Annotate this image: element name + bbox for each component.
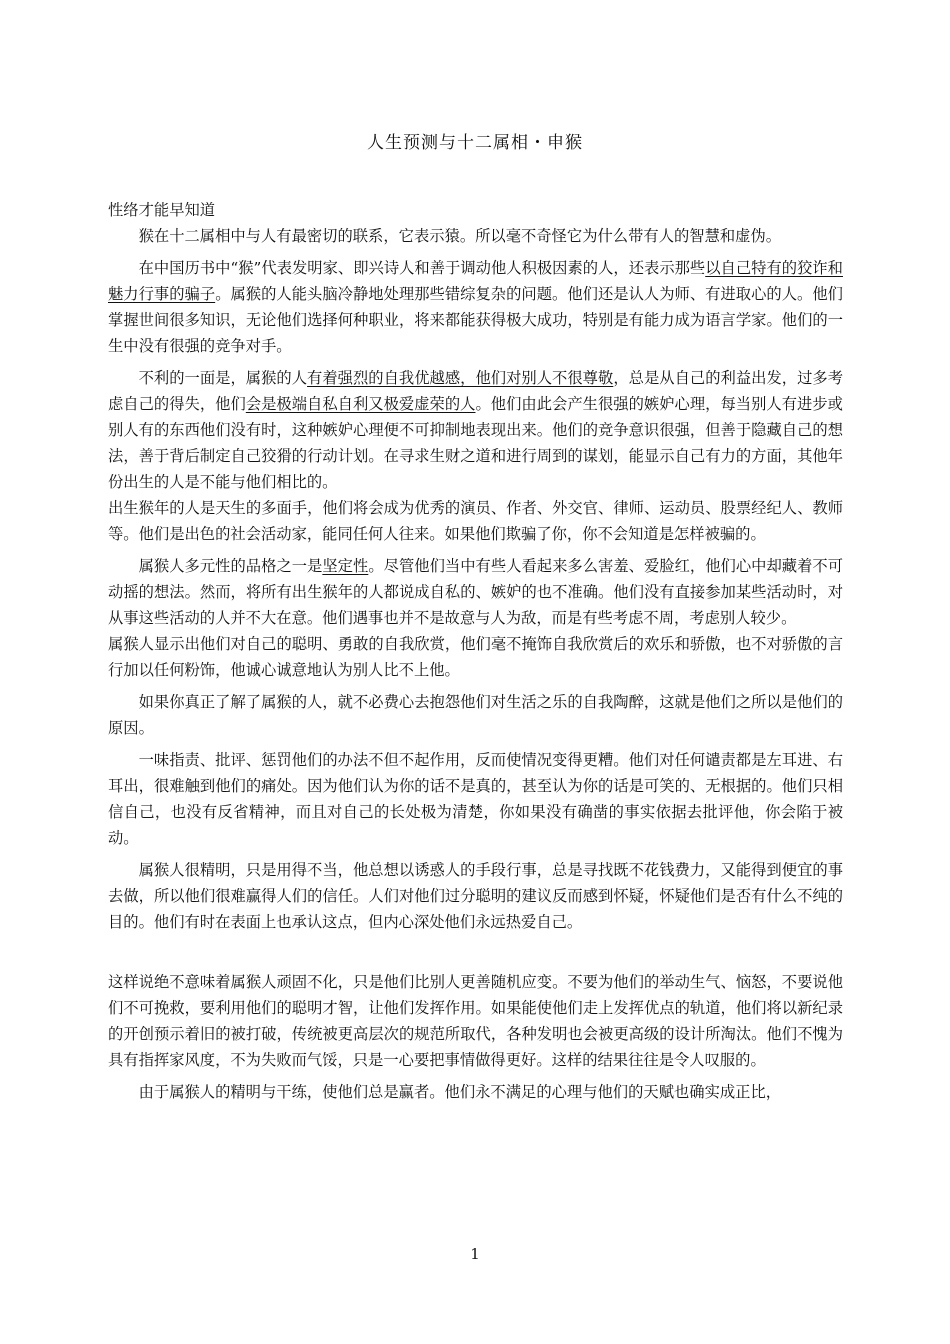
underlined-phrase: 会是极端自私自利又极爱虚荣的人 bbox=[245, 395, 476, 413]
subheading: 性络才能早知道 bbox=[108, 201, 216, 219]
paragraph-3-text: 。他们由此会产生很强的嫉妒心理，每当别人有进步或别人有的东西他们没有时，这种嫉妒心理便不可抑制地表现出来。他们的竞争意识很强，但善于隐藏自己的想法，善于背后制定自己狡猾的行动计划。在寻求生财之道和进行周到的谋划，能显示自己有力的方面，其他年份出生的人是不能与他们相比的。 bbox=[108, 395, 843, 491]
paragraph-7: 如果你真正了解了属猴的人，就不必费心去抱怨他们对生活之乐的自我陶醉，这就是他们之所以是他们的原因。 bbox=[108, 693, 843, 737]
underlined-phrase: 坚定性 bbox=[322, 557, 369, 575]
paragraph-3-text: 不利的一面是，属猴的人 bbox=[138, 369, 308, 387]
paragraph-5 bbox=[108, 553, 843, 631]
paragraph-5-text: 。尽管他们当中有些人看起来多么害羞、爱脸红，他们心中却藏着不可动摇的想法。然而，将所有出生猴年的人都说成自私的、嫉妒的也不准确。他们没有直接参加某些活动时，对从事这些活动的人并不大在意。他们遇事也并不是故意与人为敌，而是有些考虑不周，考虑别人较少。 bbox=[108, 557, 843, 627]
paragraph-2-text: 在中国历书中“猴”代表发明家、即兴诗人和善于调动他人积极因素的人，还表示那些 bbox=[138, 259, 706, 277]
paragraph-4: 出生猴年的人是天生的多面手，他们将会成为优秀的演员、作者、外交官、律师、运动员、股票经纪人、教师等。他们是出色的社会活动家，能同任何人往来。如果他们欺骗了你，你不会知道是怎样被骗的。 bbox=[108, 499, 843, 543]
document-body bbox=[108, 197, 843, 1105]
paragraph-1: 猴在十二属相中与人有最密切的联系，它表示猿。所以毫不奇怪它为什么带有人的智慧和虚伪。 bbox=[138, 227, 782, 245]
paragraph-9: 属猴人很精明，只是用得不当，他总想以诱惑人的手段行事，总是寻找既不花钱费力，又能得到便宜的事去做，所以他们很难赢得人们的信任。人们对他们过分聪明的建议反而感到怀疑，怀疑他们是否有什么不纯的目的。他们有时在表面上也承认这点，但内心深处他们永远热爱自己。 bbox=[108, 861, 843, 931]
page-number: 1 bbox=[470, 1245, 480, 1263]
paragraph-8: 一味指责、批评、惩罚他们的办法不但不起作用，反而使情况变得更糟。他们对任何谴责都是左耳进、右耳出，很难触到他们的痛处。因为他们认为你的话不是真的，甚至认为你的话是可笑的、无根据的。他们只相信自己，也没有反省精神，而且对自己的长处极为清楚，你如果没有确凿的事实依据去批评他，你会陷于被动。 bbox=[108, 751, 843, 847]
paragraph-5-text: 属猴人多元性的品格之一是 bbox=[138, 557, 323, 575]
paragraph-3 bbox=[108, 365, 843, 495]
paragraph-2 bbox=[108, 255, 843, 359]
paragraph-3-text: ，总是从自己的利益出发，过多考虑自己的得失，他们 bbox=[108, 369, 843, 413]
paragraph-11: 由于属猴人的精明与干练，使他们总是赢者。他们永不满足的心理与他们的天赋也确实成正比， bbox=[138, 1083, 782, 1101]
paragraph-10: 这样说绝不意味着属猴人顽固不化，只是他们比别人更善随机应变。不要为他们的举动生气、恼怒，不要说他们不可挽救，要利用他们的聪明才智，让他们发挥作用。如果能使他们走上发挥优点的轨道，他们将以新纪录的开创预示着旧的被打破，传统被更高层次的规范所取代，各种发明也会被更高级的设计所淘汰。他们不愧为具有指挥家风度，不为失败而气馁，只是一心要把事情做得更好。这样的结果往往是令人叹服的。 bbox=[108, 973, 843, 1069]
underlined-phrase: 有着强烈的自我优越感，他们对别人不很尊敬 bbox=[307, 369, 614, 387]
paragraph-6: 属猴人显示出他们对自己的聪明、勇敢的自我欣赏，他们毫不掩饰自我欣赏后的欢乐和骄傲，也不对骄傲的言行加以任何粉饰，他诚心诚意地认为别人比不上他。 bbox=[108, 635, 843, 679]
underlined-phrase: 以自己特有的狡诈和魅力行事的骗子 bbox=[108, 259, 843, 303]
document-title: 人生预测与十二属相・申猴 bbox=[367, 133, 583, 153]
paragraph-2-text: 。属猴的人能头脑冷静地处理那些错综复杂的问题。他们还是认人为师、有进取心的人。他们掌握世间很多知识，无论他们选择何种职业，将来都能获得极大成功，特别是有能力成为语言学家。他们的一生中没有很强的竞争对手。 bbox=[108, 285, 843, 355]
